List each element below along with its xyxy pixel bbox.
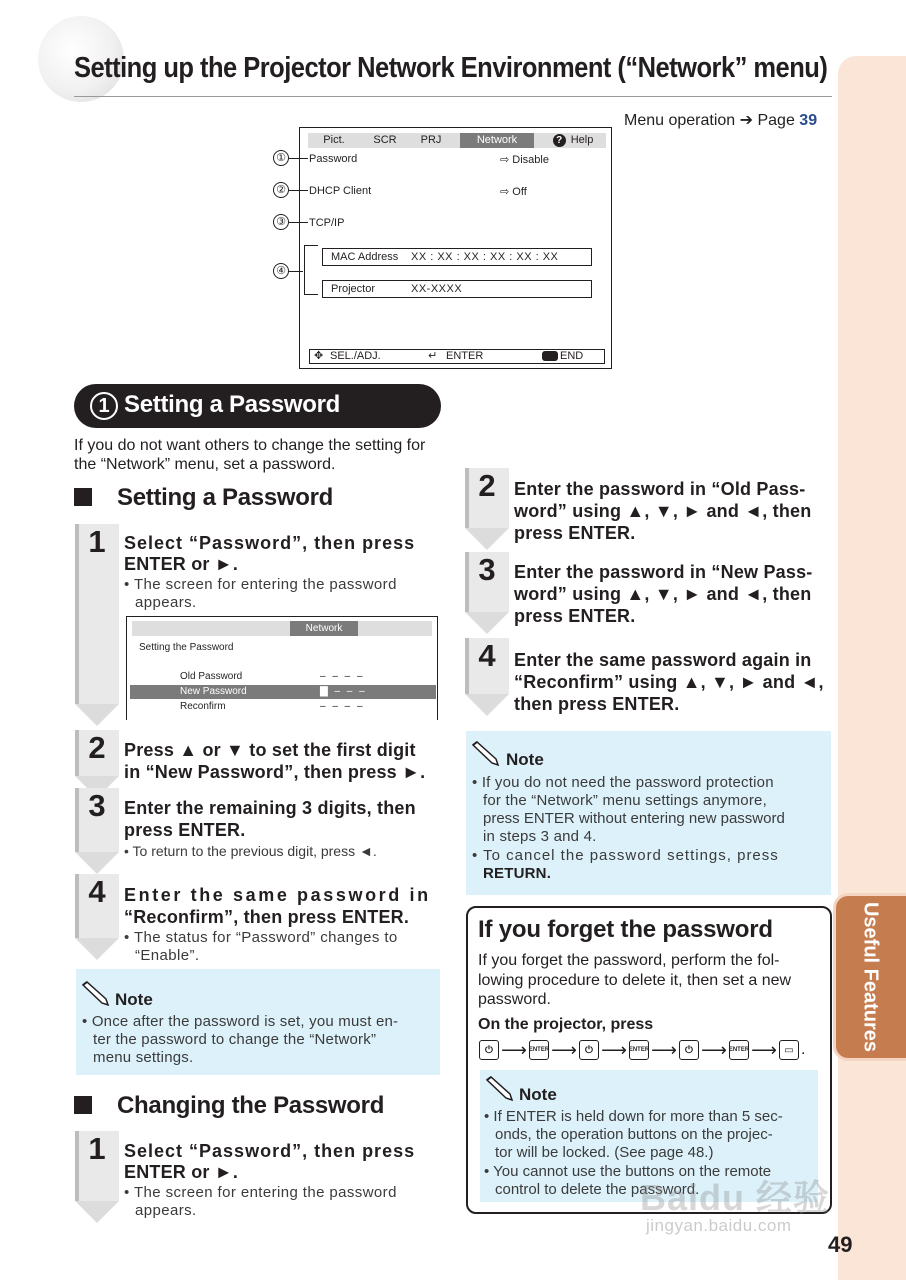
pw-row-old — [130, 670, 436, 684]
menu-value-password — [500, 153, 549, 166]
password-entry-screen — [126, 616, 438, 720]
sequence-arrow-icon: ⟶ — [701, 1040, 727, 1060]
footer-enter-label: ENTER — [446, 350, 484, 362]
setting-heading — [74, 484, 333, 512]
menu-operation-label: Menu operation ➔ Page — [624, 112, 800, 129]
mac-address-value: XX : XX : XX : XX : XX : XX — [411, 251, 559, 263]
sequence-arrow-icon: ⟶ — [751, 1040, 777, 1060]
setting-step-3-heading-a: Enter the remaining 3 digits, then — [124, 798, 416, 818]
section-title: Setting a Password — [124, 391, 340, 418]
watermark-logo: Baidu 经验 — [640, 1177, 831, 1218]
enter-icon: ↵ — [428, 350, 438, 362]
menu-operation-ref — [624, 110, 817, 130]
setting-step-4-heading-a: Enter the same password in — [124, 885, 431, 905]
changing-note-title: Note — [506, 750, 544, 769]
setting-heading-text: Setting a Password — [117, 484, 333, 511]
enter-button-icon: ENTER — [729, 1040, 749, 1060]
projector-name-box — [322, 280, 592, 298]
callout-1: ① — [273, 150, 289, 166]
forget-text: If you forget the password, perform the fol-lowing procedure to delete it, then set a new password. — [478, 952, 792, 1008]
pw-row-new — [130, 685, 436, 699]
changing-note-line-4: in steps 3 and 4. — [483, 828, 597, 845]
menu-bracket — [304, 245, 318, 295]
button-sequence — [479, 1038, 805, 1062]
menu-tab-pict: Pict. — [323, 134, 345, 146]
power-button-icon: ⏻ — [579, 1040, 599, 1060]
setting-step-1-number: 1 — [88, 524, 106, 559]
changing-step-1-heading-a: Select “Password”, then press — [124, 1141, 416, 1161]
pw-old-value: – – – – — [320, 671, 365, 682]
callout-1-leader — [289, 158, 308, 159]
setting-step-3-note: • To return to the previous digit, press ◄. — [124, 843, 377, 859]
watermark-url: jingyan.baidu.com — [646, 1216, 792, 1235]
sequence-arrow-icon: ⟶ — [601, 1040, 627, 1060]
forget-note-line-4: • You cannot use the buttons on the remote — [484, 1163, 772, 1180]
changing-note-line-1: • If you do not need the password protection — [472, 774, 774, 791]
side-band — [838, 56, 906, 1280]
sequence-arrow-icon: ⟶ — [651, 1040, 677, 1060]
pw-row-reconfirm — [130, 700, 436, 714]
callout-4: ④ — [273, 263, 289, 279]
menu-row-dhcp: DHCP Client — [309, 185, 372, 197]
changing-step-3-heading-c: press ENTER. — [514, 606, 636, 626]
pw-screen-title: Setting the Password — [139, 642, 234, 653]
menu-footer — [309, 349, 605, 364]
menu-button-icon: ▭ — [779, 1040, 799, 1060]
forget-sub: On the projector, press — [478, 1016, 654, 1033]
forget-title: If you forget the password — [478, 916, 773, 943]
setting-note-line-1: • Once after the password is set, you must en- — [82, 1013, 399, 1030]
section-banner — [74, 384, 441, 428]
pw-new-value: ▇ – – – — [320, 686, 367, 697]
footer-select-label: SEL./ADJ. — [330, 350, 381, 362]
power-button-icon: ⏻ — [479, 1040, 499, 1060]
pw-new-label: New Password — [180, 686, 247, 697]
pencil-icon — [484, 1076, 518, 1102]
changing-step-2-number: 2 — [478, 468, 496, 503]
menu-tab-help — [544, 133, 602, 148]
pw-old-label: Old Password — [180, 671, 243, 682]
setting-step-1-note-b: appears. — [135, 594, 197, 611]
changing-step-1-note-a: • The screen for entering the password — [124, 1184, 397, 1201]
side-tab-label: Useful Features — [859, 901, 882, 1053]
heading-square-icon — [74, 1096, 92, 1114]
forget-note-line-5: control to delete the password. — [495, 1181, 700, 1198]
setting-step-2-number: 2 — [88, 730, 106, 765]
mac-address-label: MAC Address — [331, 251, 399, 263]
changing-step-1-number: 1 — [88, 1131, 106, 1166]
changing-note-line-3: press ENTER without entering new password — [483, 810, 785, 827]
changing-step-1-heading-b: ENTER or ►. — [124, 1162, 239, 1182]
page-number: 49 — [828, 1232, 853, 1257]
changing-step-3-heading-b: word” using ▲, ▼, ► and ◄, then — [514, 584, 812, 604]
enter-button-icon: ENTER — [529, 1040, 549, 1060]
pencil-icon — [80, 981, 114, 1007]
callout-2-leader — [289, 190, 308, 191]
changing-step-4-heading-a: Enter the same password again in — [514, 650, 812, 670]
forget-note-title: Note — [519, 1085, 557, 1104]
sequence-period: . — [801, 1041, 806, 1058]
dhcp-status: Off — [512, 186, 527, 198]
changing-step-2-heading-c: press ENTER. — [514, 523, 636, 543]
setting-arrow-icon: ⇨ — [500, 186, 513, 198]
section-number: 1 — [90, 392, 118, 420]
changing-note-line-6: RETURN. — [483, 865, 552, 882]
mac-address-box — [322, 248, 592, 266]
callout-4-leader — [289, 271, 303, 272]
changing-note-line-2: for the “Network” menu settings anymore, — [483, 792, 767, 809]
setting-step-1-note-a: • The screen for entering the password — [124, 576, 397, 593]
setting-step-3-heading-b: press ENTER. — [124, 820, 246, 840]
heading-square-icon — [74, 488, 92, 506]
menu-tab-network: Network — [460, 133, 534, 148]
menu-tab-prj: PRJ — [420, 134, 442, 146]
forget-note-line-3: tor will be locked. (See page 48.) — [495, 1144, 714, 1161]
menu-row-tcpip: TCP/IP — [309, 217, 345, 229]
menu-tabbar — [308, 133, 606, 148]
changing-step-4-number: 4 — [478, 638, 496, 673]
callout-2: ② — [273, 182, 289, 198]
callout-3-leader — [289, 222, 308, 223]
power-button-icon: ⏻ — [679, 1040, 699, 1060]
section-intro: If you do not want others to change the setting for the “Network” menu, set a password. — [74, 437, 426, 473]
setting-step-3-number: 3 — [88, 788, 106, 823]
setting-step-1-heading-b: ENTER or ►. — [124, 554, 239, 574]
title-divider — [74, 96, 832, 97]
callout-3: ③ — [273, 214, 289, 230]
setting-step-2-heading-b: in “New Password”, then press ►. — [124, 762, 426, 782]
pw-tabbar — [132, 621, 432, 636]
setting-arrow-icon: ⇨ — [500, 154, 513, 166]
footer-end-label: END — [560, 350, 584, 362]
password-status: Disable — [512, 154, 549, 166]
changing-step-4-heading-c: then press ENTER. — [514, 694, 680, 714]
menu-tab-help-label: Help — [570, 134, 594, 146]
network-menu-screen — [299, 127, 612, 369]
setting-note-line-2: ter the password to change the “Network” — [93, 1031, 377, 1048]
setting-step-1-heading-a: Select “Password”, then press — [124, 533, 416, 553]
changing-step-2-heading-b: word” using ▲, ▼, ► and ◄, then — [514, 501, 812, 521]
forget-note-line-1: • If ENTER is held down for more than 5 sec- — [484, 1108, 783, 1125]
setting-step-4-number: 4 — [88, 874, 106, 909]
setting-note-title: Note — [115, 990, 153, 1009]
sequence-arrow-icon: ⟶ — [551, 1040, 577, 1060]
menu-row-password: Password — [309, 153, 358, 165]
pw-reconfirm-value: – – – – — [320, 701, 365, 712]
forget-note-line-2: onds, the operation buttons on the projec- — [495, 1126, 773, 1143]
changing-step-3-number: 3 — [478, 552, 496, 587]
setting-step-4-heading-b: “Reconfirm”, then press ENTER. — [124, 907, 410, 927]
sequence-arrow-icon: ⟶ — [501, 1040, 527, 1060]
page-title: Setting up the Projector Network Environment (“Network” menu) — [74, 52, 828, 84]
pw-tab-network: Network — [290, 621, 358, 636]
changing-heading — [74, 1092, 384, 1120]
menu-tab-scr: SCR — [373, 134, 397, 146]
setting-step-4-note-a: • The status for “Password” changes to — [124, 929, 398, 946]
changing-step-3-heading-a: Enter the password in “New Pass- — [514, 562, 813, 582]
changing-step-4-heading-b: “Reconfirm” using ▲, ▼, ► and ◄, — [514, 672, 824, 692]
projector-value: XX-XXXX — [411, 283, 463, 295]
setting-step-4-note-b: “Enable”. — [135, 947, 200, 964]
menu-operation-page-link[interactable]: 39 — [799, 112, 818, 129]
setting-step-2-heading-a: Press ▲ or ▼ to set the first digit — [124, 740, 416, 760]
pencil-icon — [470, 741, 504, 767]
changing-note-line-5: • To cancel the password settings, press — [472, 847, 779, 864]
move-arrows-icon: ✥ — [314, 350, 324, 362]
setting-note-line-3: menu settings. — [93, 1049, 194, 1066]
changing-step-2-heading-a: Enter the password in “Old Pass- — [514, 479, 806, 499]
enter-button-icon: ENTER — [629, 1040, 649, 1060]
help-icon: ? — [553, 134, 566, 147]
changing-heading-text: Changing the Password — [117, 1092, 385, 1119]
end-button-icon — [542, 351, 558, 361]
projector-label: Projector — [331, 283, 376, 295]
menu-value-dhcp — [500, 185, 527, 198]
pw-reconfirm-label: Reconfirm — [180, 701, 226, 712]
changing-step-1-note-b: appears. — [135, 1202, 197, 1219]
